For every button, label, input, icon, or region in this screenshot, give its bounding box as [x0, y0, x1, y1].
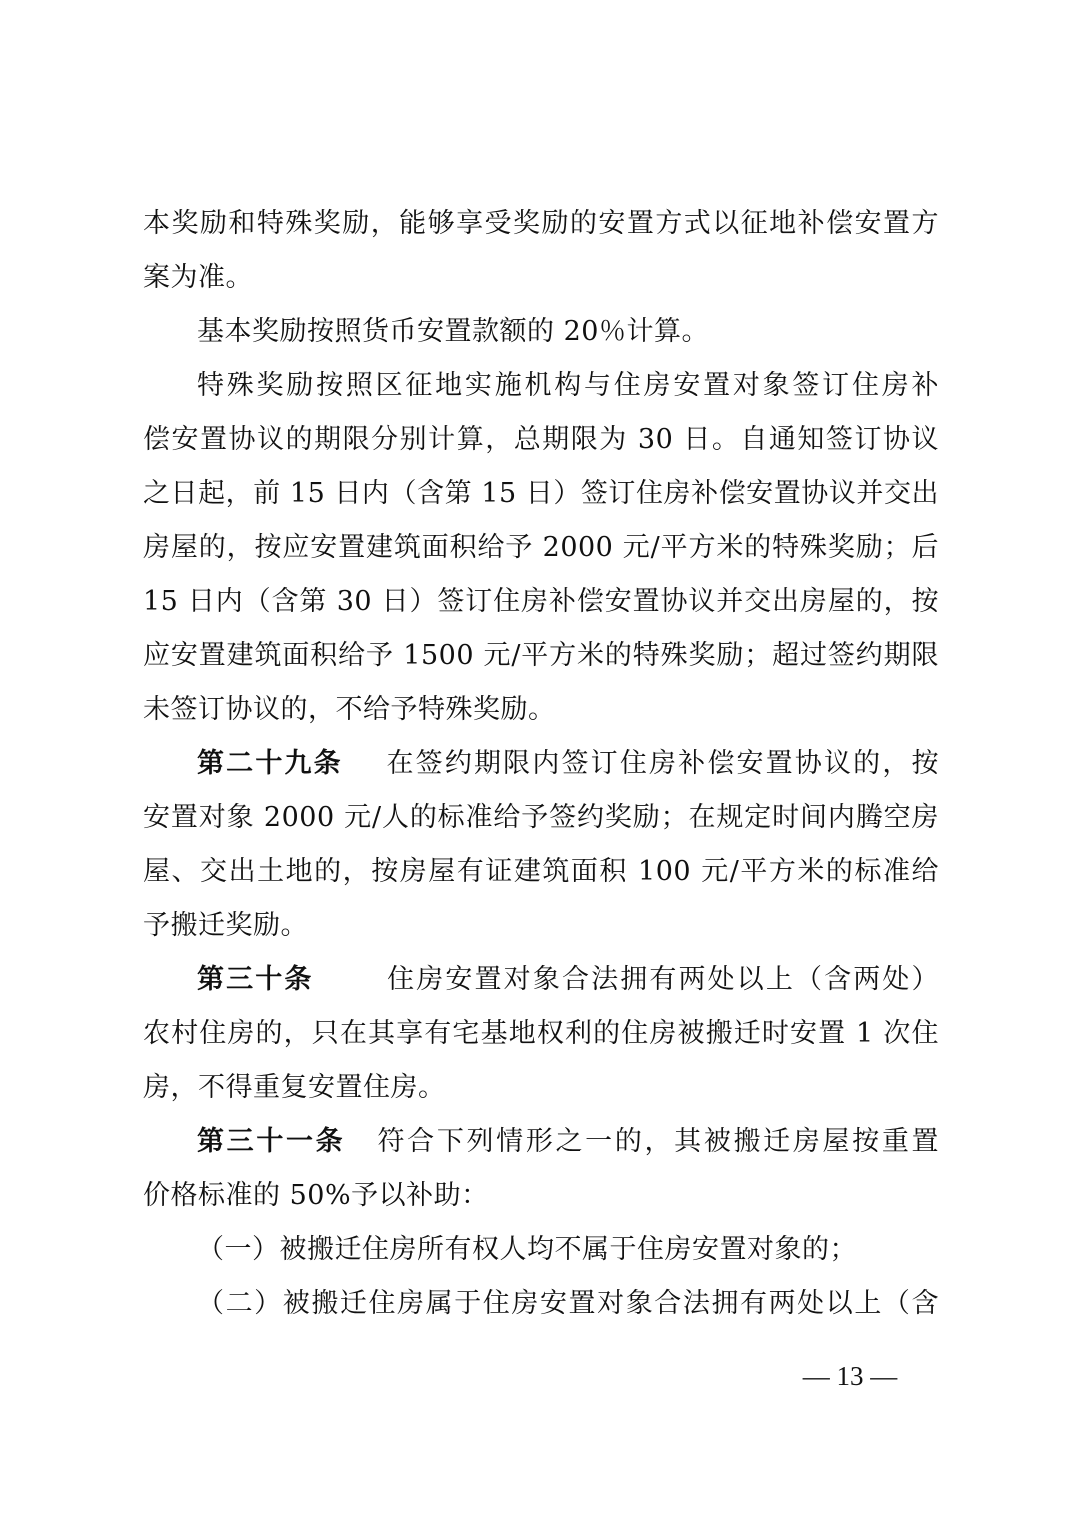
article-31-text: 符合下列情形之一的，其被搬迁房屋按重置 — [375, 1126, 939, 1157]
paragraph-line: 房，不得重复安置住房。 — [143, 1072, 446, 1103]
article-30-text: 住房安置对象合法拥有两处以上（含两处） — [385, 964, 939, 995]
article-31-title: 第三十一条 — [197, 1126, 346, 1157]
paragraph-line: 偿安置协议的期限分别计算，总期限为 30 日。自通知签订协议 — [143, 424, 939, 455]
paragraph-line: 特殊奖励按照区征地实施机构与住房安置对象签订住房补 — [197, 370, 939, 401]
paragraph-line: 予搬迁奖励。 — [143, 910, 308, 941]
article-29-first-line — [197, 744, 939, 784]
paragraph-line: 房屋的，按应安置建筑面积给予 2000 元/平方米的特殊奖励；后 — [143, 532, 939, 563]
paragraph-line: 基本奖励按照货币安置款额的 20％计算。 — [197, 316, 709, 347]
page-number: — 13 — — [802, 1361, 898, 1391]
article-30-title: 第三十条 — [197, 964, 314, 995]
article-31-first-line — [197, 1122, 939, 1162]
paragraph-line: 应安置建筑面积给予 1500 元/平方米的特殊奖励；超过签约期限 — [143, 640, 939, 671]
paragraph-line: 屋、交出土地的，按房屋有证建筑面积 100 元/平方米的标准给 — [143, 856, 939, 887]
paragraph-line: 未签订协议的，不给予特殊奖励。 — [143, 694, 556, 725]
paragraph-line: 农村住房的，只在其享有宅基地权利的住房被搬迁时安置 1 次住 — [143, 1018, 939, 1049]
article-30-first-line — [197, 960, 939, 1000]
paragraph-line: 15 日内（含第 30 日）签订住房补偿安置协议并交出房屋的，按 — [143, 586, 939, 617]
paragraph-line: 价格标准的 50%予以补助： — [143, 1180, 489, 1211]
article-29-title: 第二十九条 — [197, 748, 343, 779]
paragraph-line: 案为准。 — [143, 262, 253, 293]
article-29-text: 在签约期限内签订住房补偿安置协议的，按 — [384, 748, 939, 779]
paragraph-line: 本奖励和特殊奖励，能够享受奖励的安置方式以征地补偿安置方 — [143, 208, 939, 239]
list-item: （一）被搬迁住房所有权人均不属于住房安置对象的； — [197, 1234, 857, 1265]
list-item: （二）被搬迁住房属于住房安置对象合法拥有两处以上（含 — [197, 1288, 939, 1319]
paragraph-line: 之日起，前 15 日内（含第 15 日）签订住房补偿安置协议并交出 — [143, 478, 939, 509]
paragraph-line: 安置对象 2000 元/人的标准给予签约奖励；在规定时间内腾空房 — [143, 802, 939, 833]
